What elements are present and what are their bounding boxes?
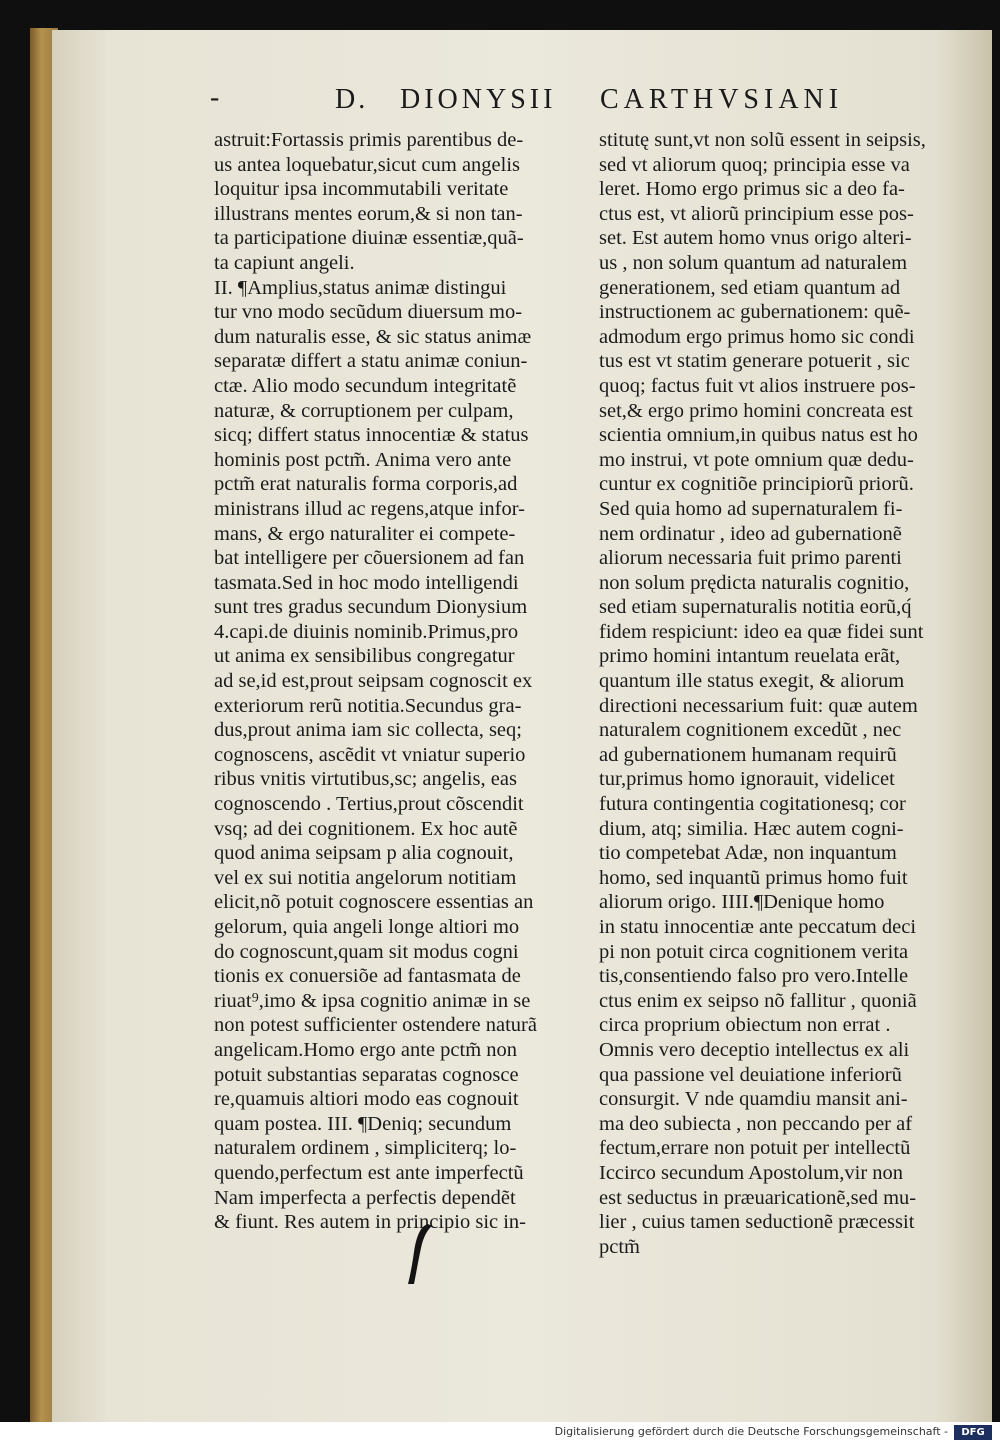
text-line: sed vt aliorum quoq; principia esse va	[599, 153, 910, 176]
text-line: generationem, sed etiam quantum ad	[599, 276, 901, 299]
footer-bar	[0, 1422, 1000, 1444]
text-line: ta capiunt angeli.	[214, 251, 355, 274]
text-line: tio competebat Adæ, non inquantum	[599, 842, 897, 865]
text-line: set,& ergo primo homini concreata est	[599, 399, 913, 422]
text-line: ad gubernationem humanam requirũ	[599, 743, 897, 766]
text-line: & fiunt. Res autem in principio sic in-	[214, 1211, 527, 1234]
text-line: mo instrui, vt pote omnium quæ dedu-	[599, 448, 914, 471]
text-line: elicit,nõ potuit cognoscere essentias an	[214, 891, 534, 914]
text-line: ad se,id est,prout seipsam cognoscit ex	[214, 670, 533, 693]
text-line: re,quamuis altiori modo eas cognouit	[214, 1088, 519, 1111]
text-line: non solum prędicta naturalis cognitio,	[599, 571, 910, 594]
text-line: circa proprium obiectum non errat .	[599, 1014, 891, 1037]
left-text-column	[214, 128, 594, 1235]
text-line: fidem respiciunt: ideo ea quæ fidei sunt	[599, 620, 924, 643]
text-line: scientia omnium,in quibus natus est ho	[599, 424, 918, 447]
text-line: aliorum origo. IIII.¶Denique homo	[599, 891, 885, 914]
text-line: lier , cuius tamen seductionẽ præcessit	[599, 1211, 915, 1234]
text-line: primo homini intantum reuelata erãt,	[599, 645, 901, 668]
text-line: Omnis vero deceptio intellectus ex ali	[599, 1038, 910, 1061]
text-line: ta participatione diuinæ essentiæ,quã-	[214, 227, 524, 250]
text-line: sicq; differt status innocentiæ & status	[214, 424, 529, 447]
text-line: exteriorum rerũ notitia.Secundus gra-	[214, 694, 522, 717]
text-line: mans, & ergo naturaliter ei compete-	[214, 522, 516, 545]
text-line: quod anima seipsam p alia cognouit,	[214, 842, 514, 865]
text-line: loquitur ipsa incommutabili veritate	[214, 178, 509, 201]
text-line: sunt tres gradus secundum Dionysium	[214, 596, 528, 619]
text-line: tasmata.Sed in hoc modo intelligendi	[214, 571, 519, 594]
text-line: futura contingentia cogitationesq; cor	[599, 793, 906, 816]
text-line: bat intelligere per cõuersionem ad fan	[214, 547, 525, 570]
text-line: naturæ, & corruptionem per culpam,	[214, 399, 514, 422]
text-line: riuat⁹,imo & ipsa cognitio animæ in se	[214, 989, 531, 1012]
text-line: ut anima ex sensibilibus congregatur	[214, 645, 515, 668]
text-line: ctus enim ex seipso nõ fallitur , quoniã	[599, 989, 917, 1012]
running-header	[210, 84, 910, 124]
text-line: cognoscendo . Tertius,prout cõscendit	[214, 793, 524, 816]
text-line: us antea loquebatur,sicut cum angelis	[214, 153, 521, 176]
text-line: aliorum necessaria fuit primo parenti	[599, 547, 902, 570]
text-line: Nam imperfecta a perfectis dependẽt	[214, 1186, 516, 1209]
text-line: pctm̃ erat naturalis forma corporis,ad	[214, 473, 518, 496]
text-line: dus,prout anima iam sic collecta, seq;	[214, 719, 522, 742]
text-line: directioni necessarium fuit: quæ autem	[599, 694, 918, 717]
text-line: est seductus in præuaricationẽ,sed mu-	[599, 1186, 917, 1209]
text-line: stitutę sunt,vt non solũ essent in seipsis,	[599, 129, 926, 151]
text-line: Sed quia homo ad supernaturalem fi-	[599, 497, 903, 520]
text-line: vsq; ad dei cognitionem. Ex hoc autẽ	[214, 817, 518, 840]
text-line: ctæ. Alio modo secundum integritatẽ	[214, 374, 517, 397]
text-line: Iccirco secundum Apostolum,vir non	[599, 1161, 904, 1184]
text-line: tionis ex conuersiõe ad fantasmata de	[214, 965, 521, 988]
text-line: cuntur ex cognitiõe principiorũ priorũ.	[599, 473, 914, 496]
text-line: leret. Homo ergo primus sic a deo fa-	[599, 178, 905, 201]
text-line: angelicam.Homo ergo ante pctm̃ non	[214, 1038, 518, 1061]
text-line: gelorum, quia angeli longe altiori mo	[214, 916, 520, 938]
text-line: dum naturalis esse, & sic status animæ	[214, 325, 532, 348]
text-line: us , non solum quantum ad naturalem	[599, 251, 908, 274]
text-line: consurgit. V nde quamdiu mansit ani-	[599, 1088, 908, 1111]
header-carthusiani: CARTHVSIANI	[600, 84, 844, 115]
text-line: cognoscens, ascẽdit vt vniatur superio	[214, 743, 526, 766]
text-line: fectum,errare non potuit per intellectũ	[599, 1137, 911, 1160]
text-line: ctus est, vt aliorũ principium esse pos-	[599, 202, 914, 225]
footer-funding-text: Digitalisierung gefördert durch die Deutsche Forschungsgemeinschaft -	[554, 1425, 948, 1438]
text-line: quam postea. III. ¶Deniq; secundum	[214, 1112, 512, 1135]
text-line: sed etiam supernaturalis notitia eorũ,q́	[599, 596, 912, 619]
header-dionysii: DIONYSII	[400, 84, 557, 115]
text-line: pctm̃	[599, 1235, 640, 1258]
handwritten-stroke-icon	[400, 1218, 440, 1288]
text-line: admodum ergo primus homo sic condi	[599, 325, 915, 348]
header-d: D.	[335, 84, 369, 115]
text-line: naturalem cognitionem excedũt , nec	[599, 719, 902, 742]
text-line: dium, atq; similia. Hæc autem cogni-	[599, 817, 904, 840]
text-line: ministrans illud ac regens,atque infor-	[214, 497, 525, 520]
text-line: quendo,perfectum est ante imperfectũ	[214, 1161, 524, 1184]
text-line: instructionem ac gubernationem: quẽ-	[599, 301, 911, 324]
text-line: 4.capi.de diuinis nominib.Primus,pro	[214, 620, 519, 643]
text-line: homo, sed inquantũ primus homo fuit	[599, 866, 908, 889]
text-line: hominis post pctm̃. Anima vero ante	[214, 448, 512, 471]
text-line: pi non potuit circa cognitionem verita	[599, 940, 909, 963]
text-line: naturalem ordinem , simpliciterq; lo-	[214, 1137, 517, 1160]
text-line: tus est vt statim generare potuerit , sic	[599, 350, 910, 373]
text-line: tis,consentiendo falso pro vero.Intelle	[599, 965, 909, 988]
text-line: nem ordinatur , ideo ad gubernationẽ	[599, 522, 902, 545]
dfg-logo-icon: DFG	[954, 1425, 992, 1440]
text-line: non potest sufficienter ostendere naturã	[214, 1014, 537, 1037]
text-line: qua passione vel deuiatione inferiorũ	[599, 1063, 902, 1086]
header-dash: -	[210, 82, 223, 113]
text-line: illustrans mentes eorum,& si non tan-	[214, 202, 523, 225]
text-line: potuit substantias separatas cognosce	[214, 1063, 519, 1086]
text-line: quoq; factus fuit vt alios instruere pos-	[599, 374, 916, 397]
text-line: separatæ differt a statu animæ coniun-	[214, 350, 528, 373]
text-line: tur vno modo secũdum diuersum mo-	[214, 301, 523, 324]
text-line: do cognoscunt,quam sit modus cogni	[214, 940, 519, 963]
text-line: in statu innocentiæ ante peccatum deci	[599, 916, 917, 938]
right-text-column	[599, 128, 987, 1259]
text-line: ribus vnitis virtutibus,sc; angelis, eas	[214, 768, 517, 791]
text-line: ma deo subiecta , non peccando per af	[599, 1112, 913, 1135]
text-line: II. ¶Amplius,status animæ distingui	[214, 276, 507, 299]
text-line: quantum ille status exegit, & aliorum	[599, 670, 905, 693]
text-line: astruit:Fortassis primis parentibus de-	[214, 129, 524, 151]
text-line: tur,primus homo ignorauit, videlicet	[599, 768, 895, 791]
text-line: set. Est autem homo vnus origo alteri-	[599, 227, 912, 250]
text-line: vel ex sui notitia angelorum notitiam	[214, 866, 517, 889]
